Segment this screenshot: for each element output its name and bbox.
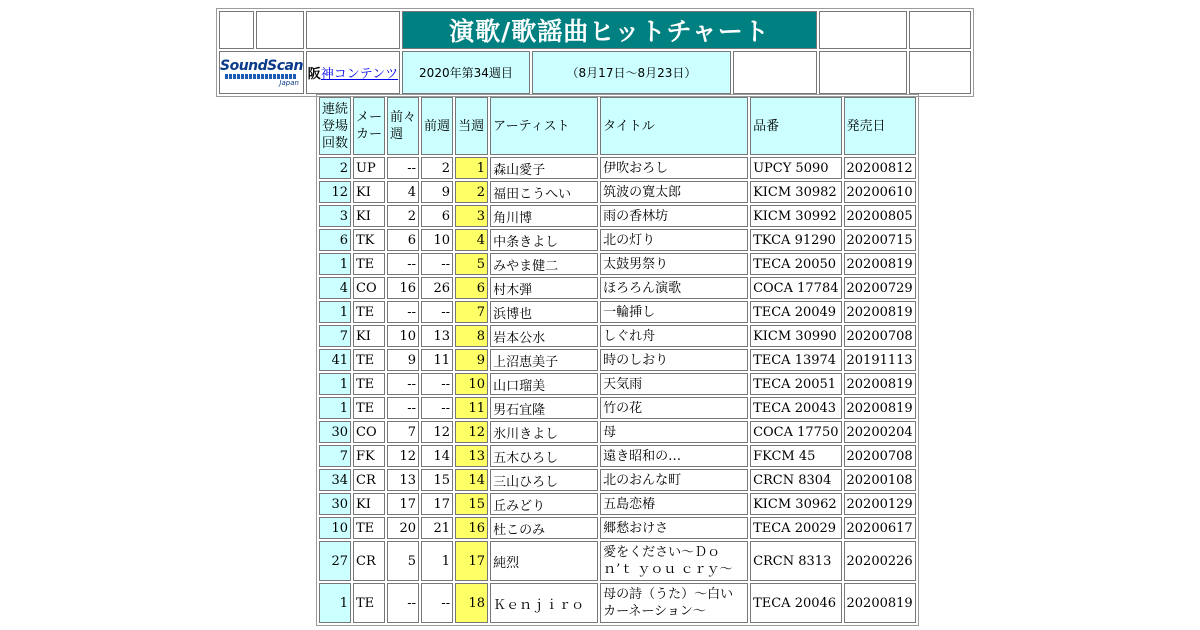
last-week-cell: 26 bbox=[421, 277, 453, 299]
artist-cell: 角川博 bbox=[490, 205, 598, 227]
two-weeks-ago-cell: -- bbox=[387, 157, 419, 179]
rank-cell: 15 bbox=[455, 493, 488, 515]
table-row bbox=[319, 445, 916, 467]
artist-cell: 上沼恵美子 bbox=[490, 349, 598, 371]
last-week-cell: 6 bbox=[421, 205, 453, 227]
maker-cell: KI bbox=[353, 325, 385, 347]
col-maker: メー カー bbox=[353, 97, 385, 155]
two-weeks-ago-cell: -- bbox=[387, 253, 419, 275]
two-weeks-ago-cell: -- bbox=[387, 373, 419, 395]
catalog-cell: TKCA 91290 bbox=[750, 229, 841, 251]
consecutive-weeks-cell: 7 bbox=[319, 325, 351, 347]
artist-cell: 丘みどり bbox=[490, 493, 598, 515]
last-week-cell: -- bbox=[421, 253, 453, 275]
maker-cell: TE bbox=[353, 301, 385, 323]
last-week-cell: 1 bbox=[421, 541, 453, 581]
two-weeks-ago-cell: 13 bbox=[387, 469, 419, 491]
empty-cell bbox=[219, 11, 254, 49]
title-cell: 遠き昭和の… bbox=[600, 445, 748, 467]
two-weeks-ago-cell: 17 bbox=[387, 493, 419, 515]
rank-cell: 5 bbox=[455, 253, 488, 275]
artist-cell: Ｋｅｎｊｉｒｏ bbox=[490, 583, 598, 623]
two-weeks-ago-cell: 12 bbox=[387, 445, 419, 467]
date-range: （8月17日～8月23日） bbox=[532, 51, 731, 94]
consecutive-weeks-cell: 3 bbox=[319, 205, 351, 227]
last-week-cell: -- bbox=[421, 373, 453, 395]
logo-text: SoundScan bbox=[220, 57, 303, 74]
title-cell: 伊吹おろし bbox=[600, 157, 748, 179]
consecutive-weeks-cell: 27 bbox=[319, 541, 351, 581]
chart-header bbox=[216, 8, 974, 97]
table-row bbox=[319, 157, 916, 179]
consecutive-weeks-cell: 1 bbox=[319, 583, 351, 623]
col-consecutive-weeks: 連続 登場 回数 bbox=[319, 97, 351, 155]
title-cell: 一輪挿し bbox=[600, 301, 748, 323]
two-weeks-ago-cell: -- bbox=[387, 301, 419, 323]
catalog-cell: CRCN 8313 bbox=[750, 541, 841, 581]
release-date-cell: 20200715 bbox=[844, 229, 916, 251]
two-weeks-ago-cell: 16 bbox=[387, 277, 419, 299]
col-title: タイトル bbox=[600, 97, 748, 155]
table-row bbox=[319, 253, 916, 275]
artist-cell: 純烈 bbox=[490, 541, 598, 581]
empty-cell bbox=[909, 11, 971, 49]
title-cell: 愛をください～Ｄｏｎ’ｔ ｙｏｕ ｃｒｙ～ bbox=[600, 541, 748, 581]
release-date-cell: 20200129 bbox=[844, 493, 916, 515]
maker-cell: CO bbox=[353, 277, 385, 299]
table-row bbox=[319, 205, 916, 227]
title-cell: 時のしおり bbox=[600, 349, 748, 371]
release-date-cell: 20200204 bbox=[844, 421, 916, 443]
rank-cell: 16 bbox=[455, 517, 488, 539]
publisher-cell bbox=[306, 51, 400, 94]
release-date-cell: 20200708 bbox=[844, 325, 916, 347]
title-cell: 竹の花 bbox=[600, 397, 748, 419]
consecutive-weeks-cell: 7 bbox=[319, 445, 351, 467]
title-cell: 北の灯り bbox=[600, 229, 748, 251]
release-date-cell: 20200819 bbox=[844, 373, 916, 395]
artist-cell: 浜博也 bbox=[490, 301, 598, 323]
col-last-week: 前週 bbox=[421, 97, 453, 155]
artist-cell: 氷川きよし bbox=[490, 421, 598, 443]
release-date-cell: 20200805 bbox=[844, 205, 916, 227]
empty-cell bbox=[306, 11, 400, 49]
table-row bbox=[319, 325, 916, 347]
hit-chart-table bbox=[316, 94, 919, 626]
catalog-cell: TECA 20051 bbox=[750, 373, 841, 395]
rank-cell: 18 bbox=[455, 583, 488, 623]
two-weeks-ago-cell: -- bbox=[387, 397, 419, 419]
last-week-cell: -- bbox=[421, 583, 453, 623]
release-date-cell: 20200819 bbox=[844, 253, 916, 275]
title-cell: 筑波の寛太郎 bbox=[600, 181, 748, 203]
release-date-cell: 20200819 bbox=[844, 301, 916, 323]
consecutive-weeks-cell: 10 bbox=[319, 517, 351, 539]
artist-cell: みやま健二 bbox=[490, 253, 598, 275]
two-weeks-ago-cell: 20 bbox=[387, 517, 419, 539]
two-weeks-ago-cell: 5 bbox=[387, 541, 419, 581]
publisher-link[interactable]: 神コンテンツ bbox=[320, 67, 399, 82]
rank-cell: 12 bbox=[455, 421, 488, 443]
rank-cell: 4 bbox=[455, 229, 488, 251]
release-date-cell: 20200729 bbox=[844, 277, 916, 299]
artist-cell: 五木ひろし bbox=[490, 445, 598, 467]
release-date-cell: 20191113 bbox=[844, 349, 916, 371]
last-week-cell: 21 bbox=[421, 517, 453, 539]
maker-cell: CO bbox=[353, 421, 385, 443]
catalog-cell: COCA 17784 bbox=[750, 277, 841, 299]
publisher-prefix: 阪 bbox=[307, 67, 321, 82]
rank-cell: 3 bbox=[455, 205, 488, 227]
consecutive-weeks-cell: 2 bbox=[319, 157, 351, 179]
artist-cell: 杜このみ bbox=[490, 517, 598, 539]
table-row bbox=[319, 583, 916, 623]
catalog-cell: TECA 20049 bbox=[750, 301, 841, 323]
release-date-cell: 20200819 bbox=[844, 397, 916, 419]
table-row bbox=[319, 493, 916, 515]
table-row bbox=[319, 469, 916, 491]
table-row bbox=[319, 349, 916, 371]
title-cell: 北のおんな町 bbox=[600, 469, 748, 491]
two-weeks-ago-cell: 10 bbox=[387, 325, 419, 347]
last-week-cell: 17 bbox=[421, 493, 453, 515]
consecutive-weeks-cell: 1 bbox=[319, 373, 351, 395]
two-weeks-ago-cell: 9 bbox=[387, 349, 419, 371]
empty-cell bbox=[256, 11, 304, 49]
page-title: 演歌/歌謡曲ヒットチャート bbox=[402, 11, 817, 49]
consecutive-weeks-cell: 34 bbox=[319, 469, 351, 491]
rank-cell: 2 bbox=[455, 181, 488, 203]
maker-cell: TE bbox=[353, 253, 385, 275]
logo-subtext: Japan bbox=[279, 78, 299, 87]
catalog-cell: KICM 30992 bbox=[750, 205, 841, 227]
title-cell: 雨の香林坊 bbox=[600, 205, 748, 227]
last-week-cell: 9 bbox=[421, 181, 453, 203]
last-week-cell: 13 bbox=[421, 325, 453, 347]
maker-cell: TE bbox=[353, 583, 385, 623]
release-date-cell: 20200226 bbox=[844, 541, 916, 581]
col-release-date: 発売日 bbox=[844, 97, 916, 155]
consecutive-weeks-cell: 30 bbox=[319, 493, 351, 515]
maker-cell: TE bbox=[353, 517, 385, 539]
catalog-cell: UPCY 5090 bbox=[750, 157, 841, 179]
title-cell: 母の詩（うた）～白いカーネーション～ bbox=[600, 583, 748, 623]
two-weeks-ago-cell: 2 bbox=[387, 205, 419, 227]
last-week-cell: 11 bbox=[421, 349, 453, 371]
title-cell: 太鼓男祭り bbox=[600, 253, 748, 275]
artist-cell: 福田こうへい bbox=[490, 181, 598, 203]
consecutive-weeks-cell: 30 bbox=[319, 421, 351, 443]
last-week-cell: -- bbox=[421, 301, 453, 323]
table-row bbox=[319, 421, 916, 443]
catalog-cell: TECA 20029 bbox=[750, 517, 841, 539]
release-date-cell: 20200819 bbox=[844, 583, 916, 623]
col-catalog-number: 品番 bbox=[750, 97, 841, 155]
table-row bbox=[319, 181, 916, 203]
artist-cell: 中条きよし bbox=[490, 229, 598, 251]
title-cell: 天気雨 bbox=[600, 373, 748, 395]
table-row bbox=[319, 541, 916, 581]
rank-cell: 13 bbox=[455, 445, 488, 467]
last-week-cell: -- bbox=[421, 397, 453, 419]
col-artist: アーティスト bbox=[490, 97, 598, 155]
col-this-week: 当週 bbox=[455, 97, 488, 155]
last-week-cell: 2 bbox=[421, 157, 453, 179]
catalog-cell: TECA 20050 bbox=[750, 253, 841, 275]
rank-cell: 7 bbox=[455, 301, 488, 323]
two-weeks-ago-cell: 4 bbox=[387, 181, 419, 203]
title-cell: 五島恋椿 bbox=[600, 493, 748, 515]
week-label: 2020年第34週目 bbox=[402, 51, 530, 94]
two-weeks-ago-cell: -- bbox=[387, 583, 419, 623]
rank-cell: 6 bbox=[455, 277, 488, 299]
maker-cell: UP bbox=[353, 157, 385, 179]
empty-cell bbox=[909, 51, 971, 94]
release-date-cell: 20200708 bbox=[844, 445, 916, 467]
artist-cell: 三山ひろし bbox=[490, 469, 598, 491]
empty-cell bbox=[819, 11, 907, 49]
last-week-cell: 15 bbox=[421, 469, 453, 491]
artist-cell: 山口瑠美 bbox=[490, 373, 598, 395]
maker-cell: FK bbox=[353, 445, 385, 467]
title-cell: しぐれ舟 bbox=[600, 325, 748, 347]
consecutive-weeks-cell: 4 bbox=[319, 277, 351, 299]
catalog-cell: TECA 20043 bbox=[750, 397, 841, 419]
table-row bbox=[319, 277, 916, 299]
catalog-cell: KICM 30962 bbox=[750, 493, 841, 515]
column-header-row bbox=[319, 97, 916, 155]
maker-cell: CR bbox=[353, 469, 385, 491]
rank-cell: 11 bbox=[455, 397, 488, 419]
catalog-cell: TECA 13974 bbox=[750, 349, 841, 371]
empty-cell bbox=[733, 51, 817, 94]
col-two-weeks-ago: 前々 週 bbox=[387, 97, 419, 155]
rank-cell: 17 bbox=[455, 541, 488, 581]
table-row bbox=[319, 229, 916, 251]
two-weeks-ago-cell: 7 bbox=[387, 421, 419, 443]
catalog-cell: KICM 30982 bbox=[750, 181, 841, 203]
catalog-cell: TECA 20046 bbox=[750, 583, 841, 623]
consecutive-weeks-cell: 1 bbox=[319, 253, 351, 275]
table-row bbox=[319, 301, 916, 323]
maker-cell: TK bbox=[353, 229, 385, 251]
table-row bbox=[319, 517, 916, 539]
maker-cell: KI bbox=[353, 181, 385, 203]
release-date-cell: 20200812 bbox=[844, 157, 916, 179]
rank-cell: 10 bbox=[455, 373, 488, 395]
catalog-cell: CRCN 8304 bbox=[750, 469, 841, 491]
release-date-cell: 20200108 bbox=[844, 469, 916, 491]
artist-cell: 村木弾 bbox=[490, 277, 598, 299]
release-date-cell: 20200610 bbox=[844, 181, 916, 203]
title-cell: ほろろん演歌 bbox=[600, 277, 748, 299]
consecutive-weeks-cell: 41 bbox=[319, 349, 351, 371]
rank-cell: 9 bbox=[455, 349, 488, 371]
title-cell: 郷愁おけさ bbox=[600, 517, 748, 539]
artist-cell: 森山愛子 bbox=[490, 157, 598, 179]
rank-cell: 14 bbox=[455, 469, 488, 491]
catalog-cell: KICM 30990 bbox=[750, 325, 841, 347]
title-cell: 母 bbox=[600, 421, 748, 443]
maker-cell: TE bbox=[353, 397, 385, 419]
two-weeks-ago-cell: 6 bbox=[387, 229, 419, 251]
artist-cell: 男石宜隆 bbox=[490, 397, 598, 419]
soundscan-logo bbox=[219, 51, 304, 94]
catalog-cell: FKCM 45 bbox=[750, 445, 841, 467]
consecutive-weeks-cell: 1 bbox=[319, 397, 351, 419]
empty-cell bbox=[819, 51, 907, 94]
maker-cell: KI bbox=[353, 493, 385, 515]
maker-cell: TE bbox=[353, 349, 385, 371]
consecutive-weeks-cell: 6 bbox=[319, 229, 351, 251]
last-week-cell: 14 bbox=[421, 445, 453, 467]
consecutive-weeks-cell: 12 bbox=[319, 181, 351, 203]
maker-cell: CR bbox=[353, 541, 385, 581]
release-date-cell: 20200617 bbox=[844, 517, 916, 539]
last-week-cell: 10 bbox=[421, 229, 453, 251]
maker-cell: KI bbox=[353, 205, 385, 227]
consecutive-weeks-cell: 1 bbox=[319, 301, 351, 323]
table-row bbox=[319, 397, 916, 419]
maker-cell: TE bbox=[353, 373, 385, 395]
catalog-cell: COCA 17750 bbox=[750, 421, 841, 443]
last-week-cell: 12 bbox=[421, 421, 453, 443]
table-row bbox=[319, 373, 916, 395]
rank-cell: 1 bbox=[455, 157, 488, 179]
artist-cell: 岩本公水 bbox=[490, 325, 598, 347]
rank-cell: 8 bbox=[455, 325, 488, 347]
